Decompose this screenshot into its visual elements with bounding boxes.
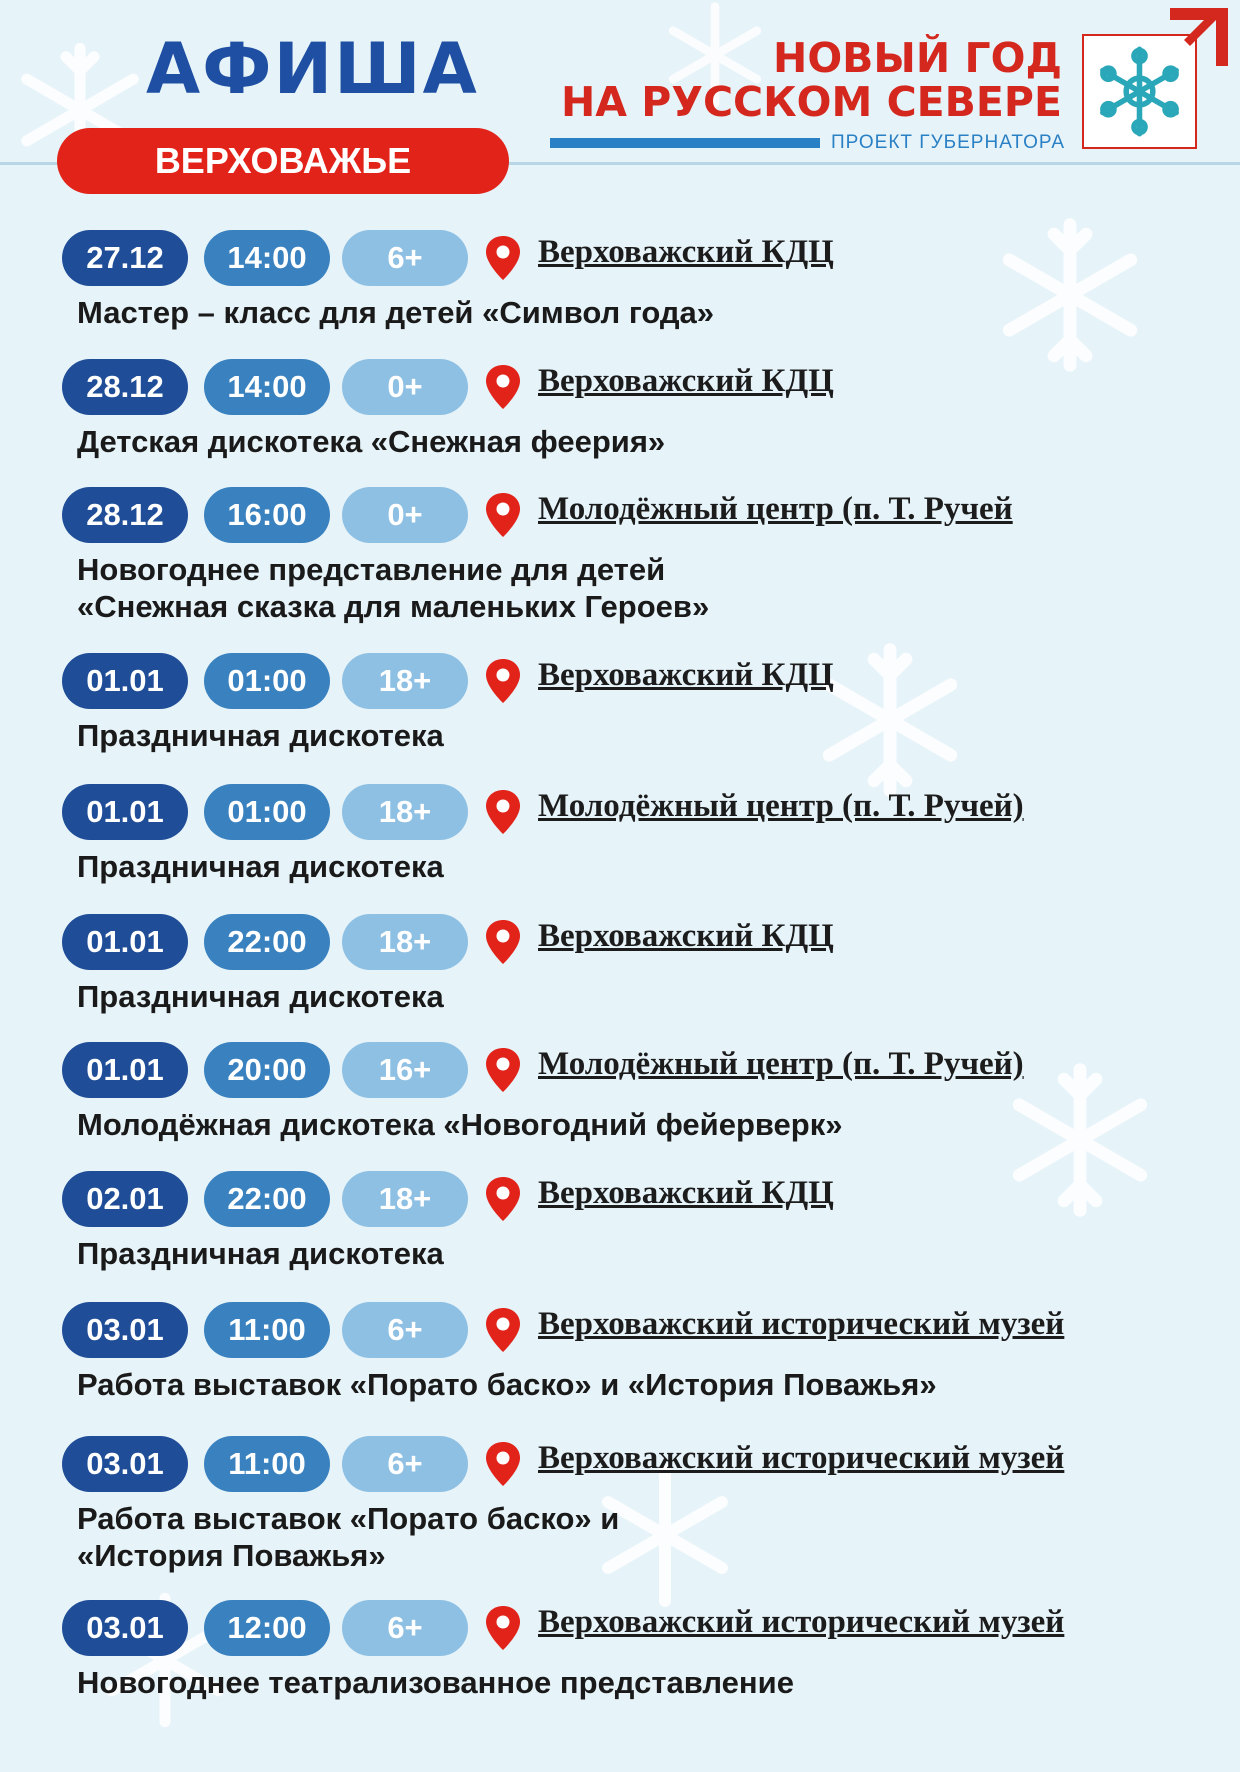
event-title: Новогоднее представление для детей «Снежная сказка для маленьких Героев» xyxy=(77,552,710,624)
corner-arrow-icon xyxy=(1170,8,1228,66)
location-pin-icon xyxy=(483,234,523,287)
event-venue-link[interactable]: Верховажский КДЦ xyxy=(538,657,834,693)
location-pin-icon xyxy=(483,1175,523,1228)
location-pin-icon xyxy=(483,1306,523,1359)
city-badge: ВЕРХОВАЖЬЕ xyxy=(57,128,509,194)
event-date-badge: 01.01 xyxy=(62,653,188,709)
event-date-badge: 03.01 xyxy=(62,1436,188,1492)
event-title: Праздничная дискотека xyxy=(77,849,444,884)
event-date-badge: 28.12 xyxy=(62,487,188,543)
location-pin-icon xyxy=(483,918,523,971)
event-date-badge: 28.12 xyxy=(62,359,188,415)
event-date-badge: 27.12 xyxy=(62,230,188,286)
event-venue-link[interactable]: Верховажский КДЦ xyxy=(538,1175,834,1211)
event-title: Новогоднее театрализованное представление xyxy=(77,1665,794,1700)
event-title: Праздничная дискотека xyxy=(77,979,444,1014)
event-venue-link[interactable]: Верховажский исторический музей xyxy=(538,1306,1065,1342)
page-title: АФИША xyxy=(146,28,479,110)
event-age-badge: 6+ xyxy=(342,1302,468,1358)
event-age-badge: 18+ xyxy=(342,1171,468,1227)
event-venue-link[interactable]: Верховажский исторический музей xyxy=(538,1604,1065,1640)
logo-subtitle: ПРОЕКТ ГУБЕРНАТОРА xyxy=(830,132,1065,153)
event-title: Молодёжная дискотека «Новогодний фейерверк» xyxy=(77,1107,843,1142)
event-title: Мастер – класс для детей «Символ года» xyxy=(77,295,715,330)
event-title: Праздничная дискотека xyxy=(77,718,444,753)
logo-title-line2: НА РУССКОМ СЕВЕРЕ xyxy=(560,78,1062,126)
event-time-badge: 11:00 xyxy=(204,1436,330,1492)
location-pin-icon xyxy=(483,788,523,841)
event-time-badge: 01:00 xyxy=(204,653,330,709)
location-pin-icon xyxy=(483,1046,523,1099)
event-date-badge: 01.01 xyxy=(62,1042,188,1098)
event-title: Детская дискотека «Снежная феерия» xyxy=(77,424,666,459)
event-time-badge: 22:00 xyxy=(204,914,330,970)
event-venue-link[interactable]: Верховажский исторический музей xyxy=(538,1440,1065,1476)
event-venue-link[interactable]: Молодёжный центр (п. Т. Ручей xyxy=(538,491,1013,527)
event-time-badge: 16:00 xyxy=(204,487,330,543)
event-venue-link[interactable]: Верховажский КДЦ xyxy=(538,234,834,270)
event-venue-link[interactable]: Верховажский КДЦ xyxy=(538,363,834,399)
event-venue-link[interactable]: Молодёжный центр (п. Т. Ручей) xyxy=(538,788,1024,824)
event-age-badge: 6+ xyxy=(342,230,468,286)
event-time-badge: 12:00 xyxy=(204,1600,330,1656)
event-time-badge: 14:00 xyxy=(204,359,330,415)
location-pin-icon xyxy=(483,363,523,416)
event-venue-link[interactable]: Молодёжный центр (п. Т. Ручей) xyxy=(538,1046,1024,1082)
location-pin-icon xyxy=(483,1604,523,1657)
event-title: Работа выставок «Порато баско» и «История Поважья» xyxy=(77,1367,937,1402)
logo-underline xyxy=(550,138,820,148)
event-date-badge: 03.01 xyxy=(62,1302,188,1358)
event-age-badge: 18+ xyxy=(342,784,468,840)
event-title: Работа выставок «Порато баско» и «История Поважья» xyxy=(77,1501,620,1573)
event-date-badge: 03.01 xyxy=(62,1600,188,1656)
event-time-badge: 22:00 xyxy=(204,1171,330,1227)
logo-title-line1: НОВЫЙ ГОД xyxy=(773,34,1062,82)
location-pin-icon xyxy=(483,491,523,544)
event-time-badge: 01:00 xyxy=(204,784,330,840)
event-date-badge: 01.01 xyxy=(62,914,188,970)
event-age-badge: 0+ xyxy=(342,487,468,543)
location-pin-icon xyxy=(483,657,523,710)
event-time-badge: 11:00 xyxy=(204,1302,330,1358)
event-age-badge: 6+ xyxy=(342,1436,468,1492)
event-age-badge: 18+ xyxy=(342,914,468,970)
event-age-badge: 6+ xyxy=(342,1600,468,1656)
location-pin-icon xyxy=(483,1440,523,1493)
event-title: Праздничная дискотека xyxy=(77,1236,444,1271)
event-date-badge: 01.01 xyxy=(62,784,188,840)
event-time-badge: 20:00 xyxy=(204,1042,330,1098)
event-venue-link[interactable]: Верховажский КДЦ xyxy=(538,918,834,954)
event-age-badge: 18+ xyxy=(342,653,468,709)
event-age-badge: 0+ xyxy=(342,359,468,415)
event-time-badge: 14:00 xyxy=(204,230,330,286)
event-age-badge: 16+ xyxy=(342,1042,468,1098)
event-date-badge: 02.01 xyxy=(62,1171,188,1227)
